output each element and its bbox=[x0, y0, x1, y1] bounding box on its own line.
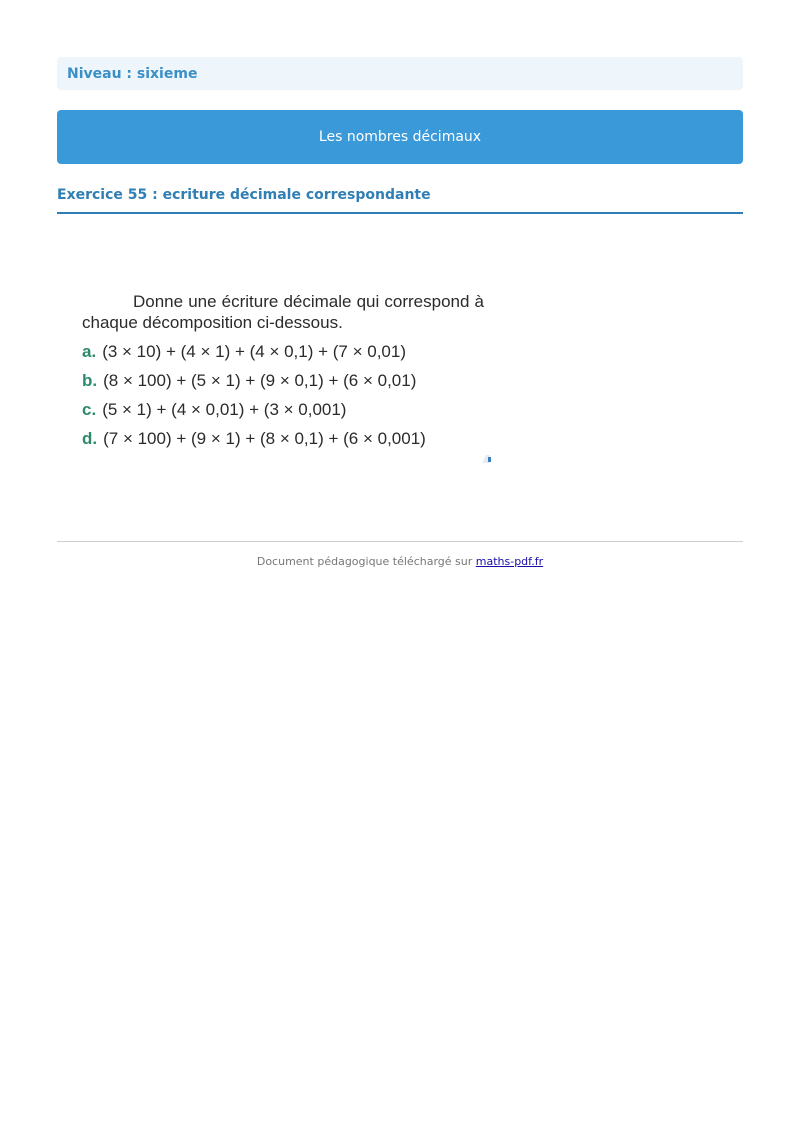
item-letter: b. bbox=[82, 371, 98, 390]
item-letter: d. bbox=[82, 429, 98, 448]
exercise-item-b bbox=[82, 370, 484, 391]
exercise-item-d bbox=[82, 428, 484, 449]
item-text: (8 × 100) + (5 × 1) + (9 × 0,1) + (6 × 0,01) bbox=[103, 371, 417, 390]
footer bbox=[57, 555, 743, 568]
level-label: Niveau : sixieme bbox=[67, 65, 198, 82]
exercise-body bbox=[82, 291, 484, 457]
item-text: (5 × 1) + (4 × 0,01) + (3 × 0,001) bbox=[102, 400, 347, 419]
item-text: (7 × 100) + (9 × 1) + (8 × 0,1) + (6 × 0,001) bbox=[103, 429, 426, 448]
exercise-item-a bbox=[82, 341, 484, 362]
title-banner bbox=[57, 110, 743, 164]
level-box bbox=[57, 57, 743, 90]
banner-title: Les nombres décimaux bbox=[318, 129, 482, 145]
footer-link[interactable]: maths-pdf.fr bbox=[475, 555, 544, 568]
exercise-item-c bbox=[82, 399, 484, 420]
item-text: (3 × 10) + (4 × 1) + (4 × 0,1) + (7 × 0,01) bbox=[102, 342, 406, 361]
item-letter: a. bbox=[82, 342, 97, 361]
exercise-intro: Donne une écriture décimale qui correspond à chaque décomposition ci-dessous. bbox=[82, 292, 484, 332]
footer-divider bbox=[57, 541, 743, 542]
item-letter: c. bbox=[82, 400, 97, 419]
exercise-title: Exercice 55 : ecriture décimale correspondante bbox=[57, 185, 743, 214]
footer-text: Document pédagogique téléchargé sur bbox=[256, 555, 476, 568]
page-corner-icon bbox=[480, 452, 493, 465]
